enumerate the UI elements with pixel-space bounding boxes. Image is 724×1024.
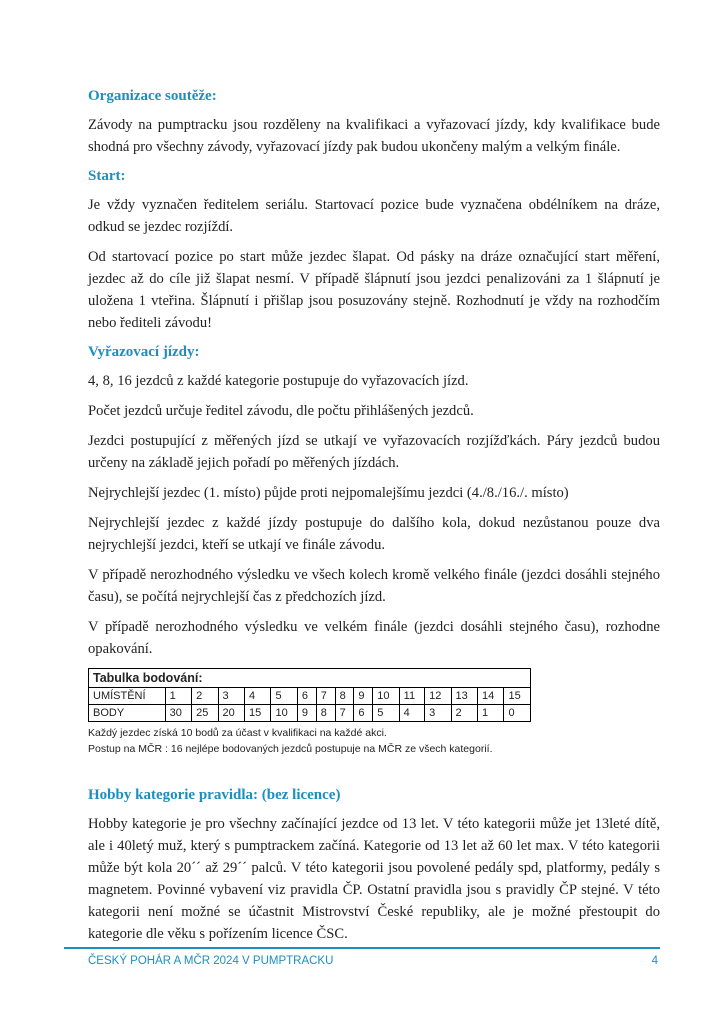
points-cell: 6 xyxy=(354,705,373,722)
points-cell: 3 xyxy=(425,705,451,722)
points-row xyxy=(89,705,531,722)
place-cell: 14 xyxy=(478,688,504,705)
section-heading-organization: Organizace soutěže: xyxy=(88,88,217,104)
place-cell: 12 xyxy=(425,688,451,705)
place-cell: 7 xyxy=(316,688,335,705)
place-cell: 6 xyxy=(297,688,316,705)
scoring-note-qualification: Každý jezdec získá 10 bodů za účast v kvalifikaci na každé akci. xyxy=(88,727,387,739)
points-cell: 20 xyxy=(218,705,244,722)
places-label: UMÍSTĚNÍ xyxy=(89,688,166,705)
knockout-paragraph-3: Jezdci postupující z měřených jízd se utkají ve vyřazovacích rozjížďkách. Páry jezdců budou určeny na základě jejich pořadí po měřených jízdách. xyxy=(88,433,660,471)
page-number: 4 xyxy=(651,955,658,967)
footer-title: ČESKÝ POHÁR A MČR 2024 V PUMPTRACKU xyxy=(88,955,334,967)
place-cell: 9 xyxy=(354,688,373,705)
points-label: BODY xyxy=(89,705,166,722)
organization-text: Závody na pumptracku jsou rozděleny na kvalifikaci a vyřazovací jízdy, kdy kvalifikace bude shodná pro všechny závody, vyřazovací jízdy pak budou ukončeny malým a velkým finále. xyxy=(88,117,660,155)
knockout-paragraph-5: Nejrychlejší jezdec z každé jízdy postupuje do dalšího kola, dokud nezůstanou pouze dva nejrychlejší jezdci, kteří se utkají ve finále závodu. xyxy=(88,515,660,553)
knockout-paragraph-2: Počet jezdců určuje ředitel závodu, dle počtu přihlášených jezdců. xyxy=(88,403,474,419)
scoring-table-title: Tabulka bodování: xyxy=(89,669,531,688)
start-paragraph-2: Od startovací pozice po start může jezdec šlapat. Od pásky na dráze označující start měření, jezdec až do cíle již šlapat nesmí. V případě šlápnutí jsou jezdci penalizováni za 1 šlápnutí je uložena 1 vteřina. Šlápnutí i přišlap jsou posuzovány stejně. Rozhodnutí je vždy na rozhodčím nebo řediteli závodu! xyxy=(88,249,660,331)
page-content xyxy=(88,86,660,953)
scoring-note-championship: Postup na MČR : 16 nejlépe bodovaných jezdců postupuje na MČR ze všech kategorií. xyxy=(88,743,493,755)
points-cell: 9 xyxy=(297,705,316,722)
points-cell: 10 xyxy=(271,705,297,722)
place-cell: 10 xyxy=(373,688,399,705)
knockout-paragraph-7: V případě nerozhodného výsledku ve velkém finále (jezdci dosáhli stejného času), rozhodne opakování. xyxy=(88,619,660,657)
scoring-notes xyxy=(88,725,660,757)
section-heading-knockout: Vyřazovací jízdy: xyxy=(88,344,200,360)
knockout-paragraph-4: Nejrychlejší jezdec (1. místo) půjde proti nejpomalejšímu jezdci (4./8./16./. místo) xyxy=(88,485,569,501)
points-cell: 15 xyxy=(245,705,271,722)
hobby-text: Hobby kategorie je pro všechny začínající jezdce od 13 let. V této kategorii může jet 13leté dítě, ale i 40letý muž, který s pumptrackem začíná. Kategorie od 13 let až 60 let max. V této kategorii může být kola 20´´ až 29´´ palců. V této kategorii jsou povolené pedály spd, platformy, pedály s magnetem. Povinné vybavení viz pravidla ČP. Ostatní pravidla jsou s pravidly ČP stejné. V této kategorii není možné se účastnit Mistrovství České republiky, ale je možné přestoupit do kategorie dle věku s pořízením licence ČSC. xyxy=(88,816,660,942)
points-cell: 0 xyxy=(504,705,531,722)
place-cell: 4 xyxy=(245,688,271,705)
place-cell: 5 xyxy=(271,688,297,705)
points-cell: 2 xyxy=(451,705,477,722)
place-cell: 3 xyxy=(218,688,244,705)
points-cell: 4 xyxy=(399,705,424,722)
points-cell: 8 xyxy=(316,705,335,722)
section-heading-start: Start: xyxy=(88,168,126,184)
place-cell: 11 xyxy=(399,688,424,705)
knockout-paragraph-1: 4, 8, 16 jezdců z každé kategorie postupuje do vyřazovacích jízd. xyxy=(88,373,469,389)
points-cell: 5 xyxy=(373,705,399,722)
points-cell: 7 xyxy=(335,705,354,722)
scoring-table xyxy=(88,668,531,722)
points-cell: 1 xyxy=(478,705,504,722)
place-cell: 13 xyxy=(451,688,477,705)
points-cell: 25 xyxy=(192,705,218,722)
place-cell: 8 xyxy=(335,688,354,705)
place-cell: 1 xyxy=(165,688,191,705)
place-cell: 15 xyxy=(504,688,531,705)
place-cell: 2 xyxy=(192,688,218,705)
knockout-paragraph-6: V případě nerozhodného výsledku ve všech kolech kromě velkého finále (jezdci dosáhli stejného času), se počítá nejrychlejší čas z předchozích jízd. xyxy=(88,567,660,605)
start-paragraph-1: Je vždy vyznačen ředitelem seriálu. Startovací pozice bude vyznačena obdélníkem na dráze, odkud se jezdec rozjíždí. xyxy=(88,197,660,235)
section-heading-hobby: Hobby kategorie pravidla: (bez licence) xyxy=(88,787,341,803)
points-cell: 30 xyxy=(165,705,191,722)
footer-divider xyxy=(64,947,660,949)
places-row xyxy=(89,688,531,705)
